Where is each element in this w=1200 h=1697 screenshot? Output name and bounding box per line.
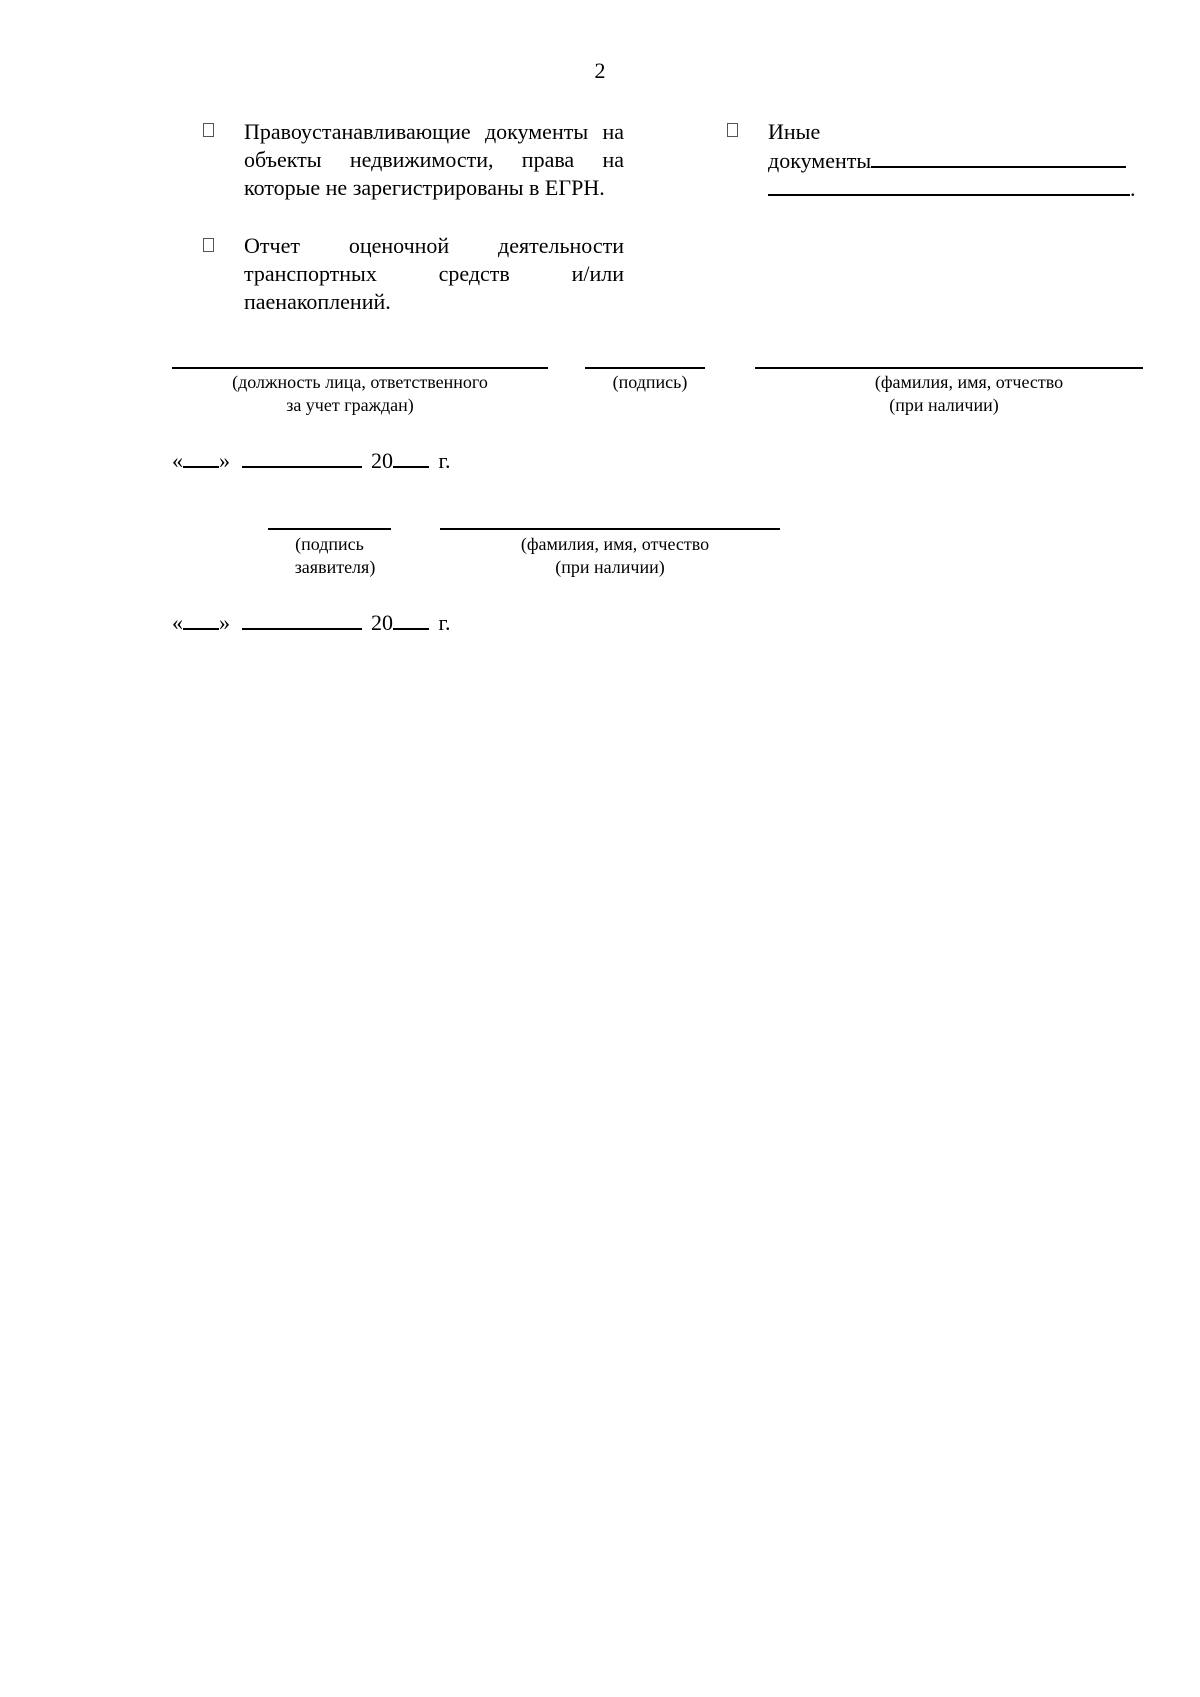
applicant-signature-caption-2: заявителя) xyxy=(294,557,376,577)
date-close-quote: » xyxy=(219,448,230,473)
official-day-field[interactable] xyxy=(183,446,219,468)
official-name-caption-2: (при наличии) xyxy=(889,395,999,415)
date-open-quote: « xyxy=(172,448,183,473)
applicant-name-line[interactable] xyxy=(440,528,780,530)
applicant-name-caption-1: (фамилия, имя, отчество xyxy=(520,534,710,554)
official-position-caption-1: (должность лица, ответственного xyxy=(232,372,488,392)
other-documents-checkbox[interactable] xyxy=(727,123,738,137)
document-checkbox-2[interactable] xyxy=(203,238,214,252)
other-documents-line3 xyxy=(768,174,1148,203)
official-position-caption-2: за учет граждан) xyxy=(286,395,414,415)
official-signature-caption: (подпись) xyxy=(612,372,688,392)
other-documents-end-mark: . xyxy=(1130,176,1136,201)
date-close-quote: » xyxy=(219,610,230,635)
other-documents-line2 xyxy=(768,146,1138,175)
applicant-day-field[interactable] xyxy=(183,608,219,630)
applicant-month-field[interactable] xyxy=(242,608,362,630)
applicant-signature-line[interactable] xyxy=(268,528,391,530)
other-documents-field-1[interactable] xyxy=(871,146,1126,168)
page-number: 2 xyxy=(594,58,606,83)
other-documents-line1: Иные xyxy=(768,119,821,144)
applicant-signature-caption-1: (подпись xyxy=(295,534,364,554)
document-item-1-label: Правоустанавливающие документы на объекты недвижимости, права на которые не зарегистрированы в ЕГРН. xyxy=(244,119,624,200)
official-signature-line[interactable] xyxy=(585,367,705,369)
official-year-field[interactable] xyxy=(393,446,429,468)
document-item-2-label: Отчет оценочной деятельности транспортных средств и/или паенакоплений. xyxy=(244,233,624,314)
applicant-name-caption-2: (при наличии) xyxy=(555,557,665,577)
official-name-line[interactable] xyxy=(755,367,1143,369)
other-documents-label: документы xyxy=(768,148,872,173)
applicant-year-field[interactable] xyxy=(393,608,429,630)
official-position-line[interactable] xyxy=(172,367,548,369)
date-century: 20 xyxy=(371,448,393,473)
date-open-quote: « xyxy=(172,610,183,635)
date-year-suffix: г. xyxy=(438,610,451,635)
document-checkbox-1[interactable] xyxy=(203,123,214,137)
official-name-caption-1: (фамилия, имя, отчество xyxy=(874,372,1064,392)
date-year-suffix: г. xyxy=(438,448,451,473)
official-date-row xyxy=(172,446,451,474)
date-century: 20 xyxy=(371,610,393,635)
official-month-field[interactable] xyxy=(242,446,362,468)
other-documents-field-2[interactable] xyxy=(768,174,1130,196)
applicant-date-row xyxy=(172,608,451,636)
